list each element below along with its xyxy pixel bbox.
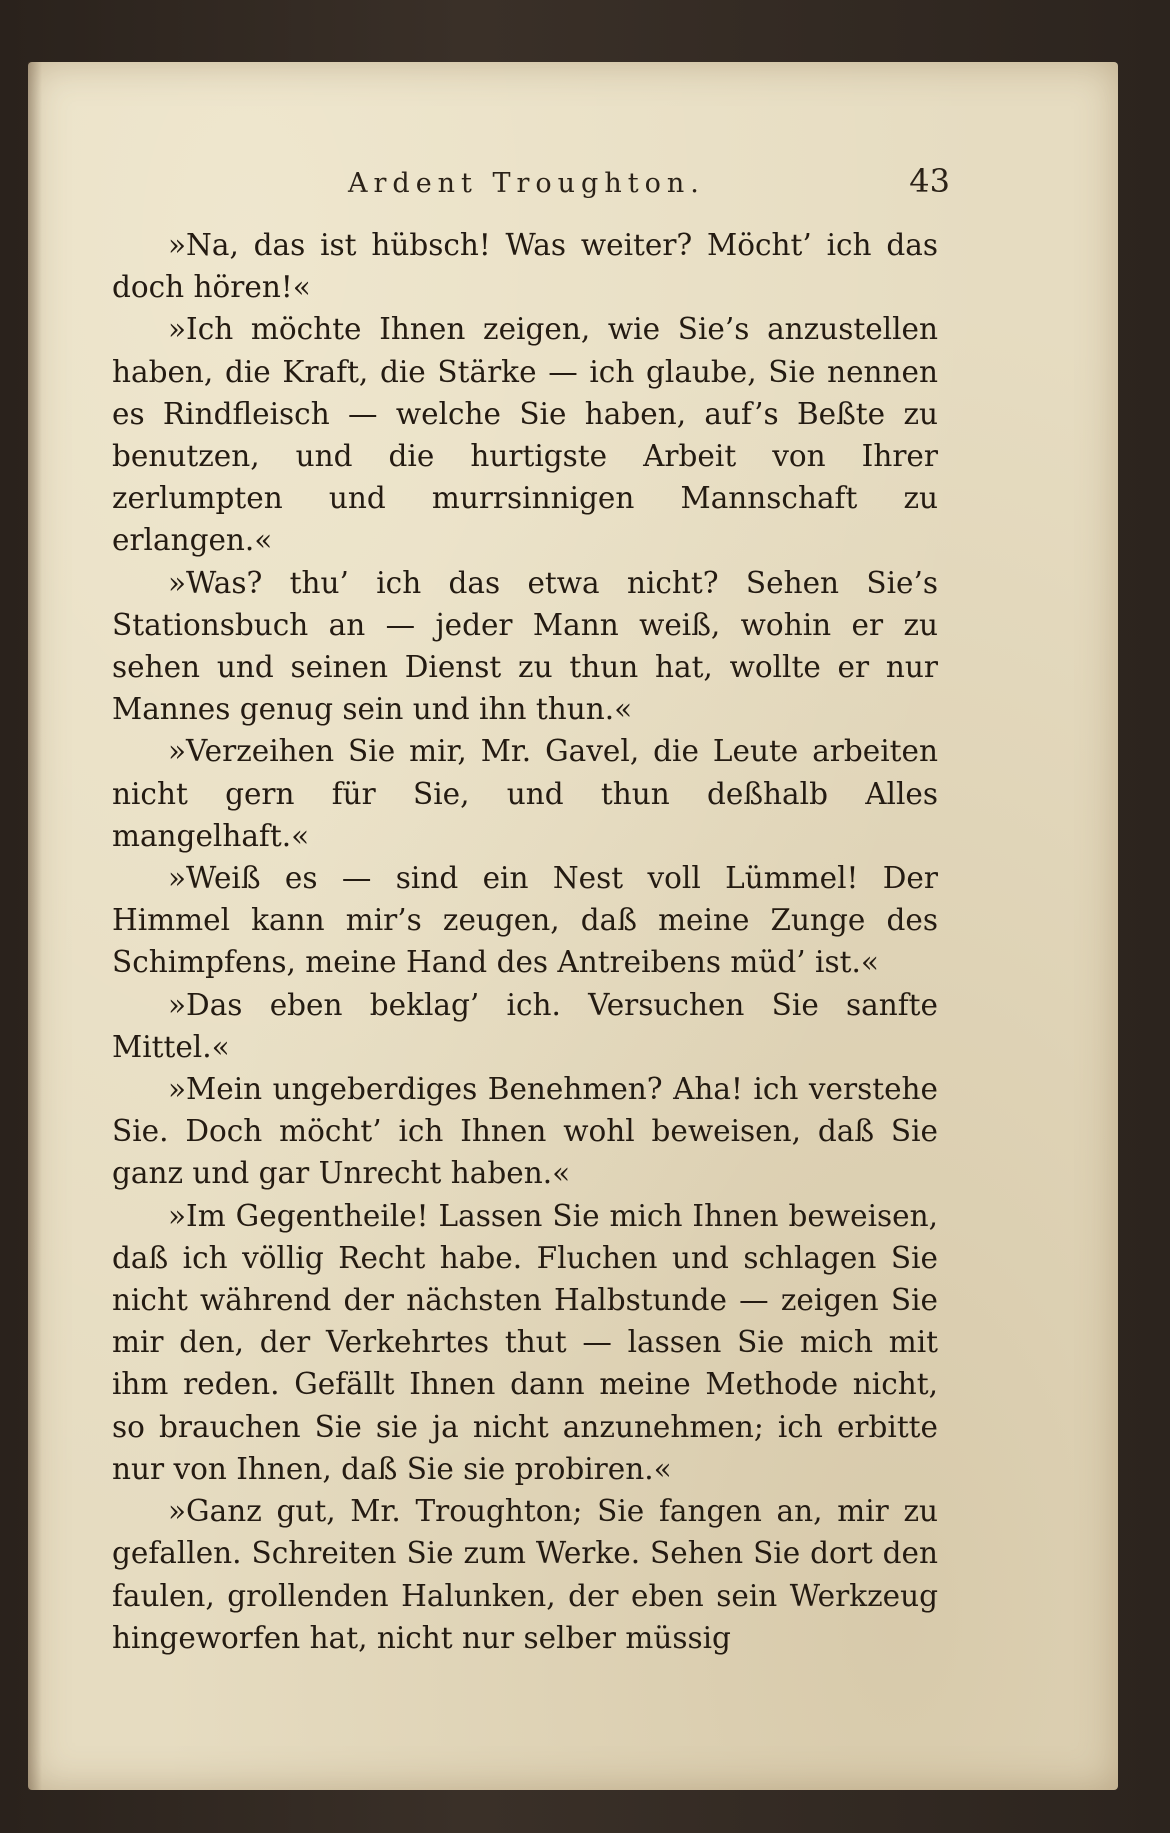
- paragraph: »Was? thu’ ich das etwa nicht? Sehen Sie’s Stationsbuch an — jeder Mann weiß, wohin er zu sehen und seinen Dienst zu thun hat, wollte er nur Mannes genug sein und ihn thun.«: [112, 565, 938, 727]
- paragraph: »Verzeihen Sie mir, Mr. Gavel, die Leute arbeiten nicht gern für Sie, und thun deßhalb Alles mangelhaft.«: [112, 734, 938, 853]
- paragraph: »Im Gegentheile! Lassen Sie mich Ihnen beweisen, daß ich völlig Recht habe. Fluchen und schlagen Sie nicht während der nächsten Halbstunde — zeigen Sie mir den, der Verkehrtes thut — lassen Sie mich mit ihm reden. Gefällt Ihnen dann meine Methode nicht, so brauchen Sie sie ja nicht anzunehmen; ich erbitte nur von Ihnen, daß Sie sie probiren.«: [112, 1198, 938, 1486]
- body-text: [112, 224, 938, 1659]
- running-title: Ardent Troughton.: [348, 168, 705, 199]
- book-page: [28, 62, 1118, 1790]
- paragraph: »Weiß es — sind ein Nest voll Lümmel! Der Himmel kann mir’s zeugen, daß meine Zunge des Schimpfens, meine Hand des Antreibens müd’ ist.«: [112, 861, 938, 980]
- page-header: [28, 162, 1118, 218]
- paragraph: »Das eben beklag’ ich. Versuchen Sie sanfte Mittel.«: [112, 987, 938, 1064]
- page-number: 43: [909, 162, 950, 200]
- page-gutter: [28, 62, 42, 1790]
- paragraph: »Ganz gut, Mr. Troughton; Sie fangen an, mir zu gefallen. Schreiten Sie zum Werke. Sehen Sie dort den faulen, grollenden Halunken, der eben sein Werkzeug hingeworfen hat, nicht nur selber müssig: [112, 1494, 938, 1655]
- paragraph: »Na, das ist hübsch! Was weiter? Möcht’ ich das doch hören!«: [112, 228, 938, 305]
- paragraph: »Mein ungeberdiges Benehmen? Aha! ich verstehe Sie. Doch möcht’ ich Ihnen wohl beweisen, daß Sie ganz und gar Unrecht haben.«: [112, 1072, 938, 1191]
- paragraph: »Ich möchte Ihnen zeigen, wie Sie’s anzustellen haben, die Kraft, die Stärke — ich glaube, Sie nennen es Rindfleisch — welche Sie haben, auf’s Beßte zu benutzen, und die hurtigste Arbeit von Ihrer zerlumpten und murrsinnigen Mannschaft zu erlangen.«: [112, 312, 938, 558]
